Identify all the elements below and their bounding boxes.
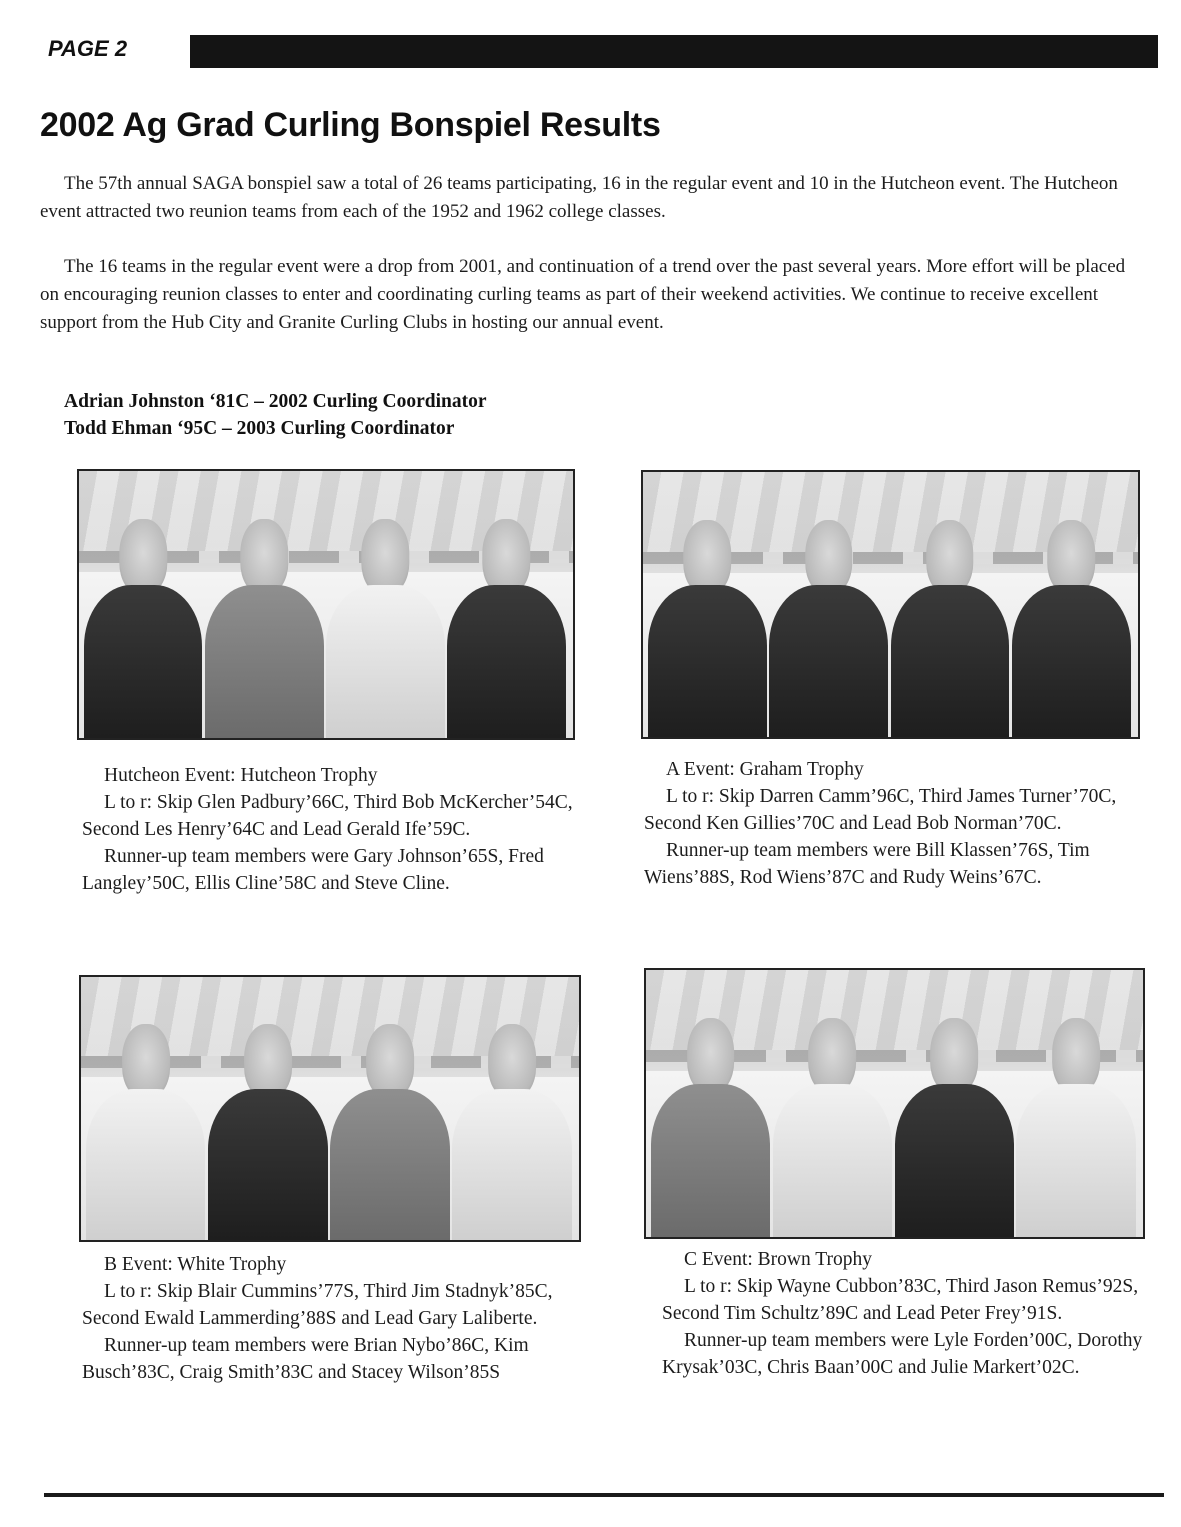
caption-b-event [82,1251,582,1386]
article-title: 2002 Ag Grad Curling Bonspiel Results [40,106,661,144]
caption-a-event [644,756,1139,891]
caption-runner-up: Runner-up team members were Gary Johnson’65S, Fred Langley’50C, Ellis Cline’58C and Steve Cline. [82,846,544,894]
photo-b-event-team [79,975,581,1242]
caption-event: A Event: Graham Trophy [666,759,864,780]
caption-team: L to r: Skip Blair Cummins’77S, Third Jim Stadnyk’85C, Second Ewald Lammerding’88S and Lead Gary Laliberte. [82,1281,553,1329]
caption-event: C Event: Brown Trophy [684,1249,872,1270]
caption-runner-up: Runner-up team members were Lyle Forden’00C, Dorothy Krysak’03C, Chris Baan’00C and Julie Markert’02C. [662,1330,1143,1378]
photo-a-event-team [641,470,1140,739]
caption-team: L to r: Skip Darren Camm’96C, Third James Turner’70C, Second Ken Gillies’70C and Lead Bob Norman’70C. [644,786,1117,834]
header-bar [190,35,1158,68]
footer-rule [44,1493,1164,1497]
coordinator-2003: Todd Ehman ‘95C – 2003 Curling Coordinator [64,418,455,439]
page-label: PAGE 2 [48,36,128,61]
caption-team: L to r: Skip Wayne Cubbon’83C, Third Jason Remus’92S, Second Tim Schultz’89C and Lead Peter Frey’91S. [662,1276,1139,1324]
caption-c-event [662,1246,1152,1381]
caption-event: Hutcheon Event: Hutcheon Trophy [104,765,378,786]
intro-paragraph: The 57th annual SAGA bonspiel saw a total of 26 teams participating, 16 in the regular event and 10 in the Hutcheon event. The Hutcheon event attracted two reunion teams from each of the 1952 and 1962 college classes. [40,173,1118,222]
caption-team: L to r: Skip Glen Padbury’66C, Third Bob McKercher’54C, Second Les Henry’64C and Lead Gerald Ife’59C. [82,792,573,840]
caption-runner-up: Runner-up team members were Brian Nybo’86C, Kim Busch’83C, Craig Smith’83C and Stacey Wilson’85S [82,1335,529,1383]
caption-runner-up: Runner-up team members were Bill Klassen’76S, Tim Wiens’88S, Rod Wiens’87C and Rudy Weins’67C. [644,840,1090,888]
body-paragraph: The 16 teams in the regular event were a drop from 2001, and continuation of a trend over the past several years. More effort will be placed on encouraging reunion classes to enter and coordinating curling teams as part of their weekend activities. We continue to receive excellent support from the Hub City and Granite Curling Clubs in hosting our annual event. [40,256,1126,333]
coordinator-2002: Adrian Johnston ‘81C – 2002 Curling Coordinator [64,391,487,412]
photo-c-event-team [644,968,1145,1239]
photo-hutcheon-team [77,469,575,740]
caption-event: B Event: White Trophy [104,1254,287,1275]
caption-hutcheon [82,762,582,897]
